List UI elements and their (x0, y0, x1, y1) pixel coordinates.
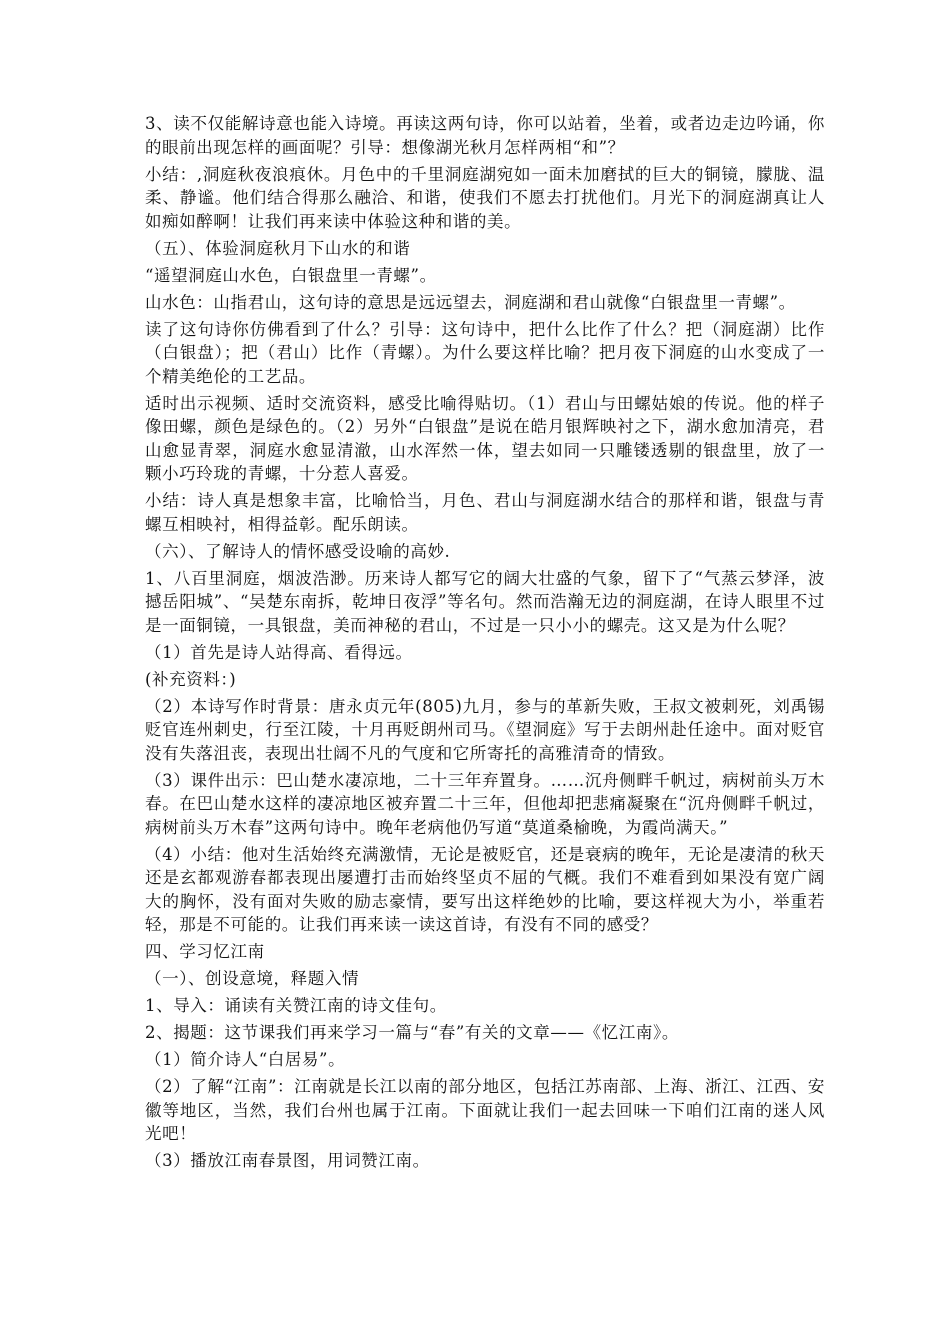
document-page (145, 112, 825, 1176)
section-heading-five: （五）、体验洞庭秋月下山水的和谐 (145, 238, 411, 258)
section-heading-four: 四、学习忆江南 (145, 942, 265, 961)
poem-line-quote: “遥望洞庭山水色，白银盘里一青螺”。 (145, 265, 437, 285)
paragraph-summary-imagination: 小结：诗人真是想象丰富，比喻恰当，月色、君山与洞庭湖水结合的那样和谐，银盘与青螺互相映衬，相得益彰。配乐朗读。 (145, 491, 825, 534)
paragraph-mountain-water: 山水色：山指君山，这句诗的意思是远远望去，洞庭湖和君山就像“白银盘里一青螺”。 (145, 292, 796, 312)
list-item-reveal-title: 2、揭题：这节课我们再来学习一篇与“春”有关的文章——《忆江南》。 (145, 1023, 679, 1042)
section-heading-six: （六）、了解诗人的情怀感受设喻的高妙. (145, 541, 451, 561)
paragraph-dongting-lake: 1、八百里洞庭，烟波浩渺。历来诗人都写它的阔大壮盛的气象，留下了“气蒸云梦泽，波撼岳阳城”、“吴楚东南拆，乾坤日夜浮”等名句。然而浩瀚无边的洞庭湖，在诗人眼里不过是一面铜镜，一具银盘，美而神秘的君山，不过是一只小小的螺壳。这又是为什么呢？ (145, 568, 825, 635)
list-item-summary-passion: （4）小结：他对生活始终充满激情，无论是被贬官，还是衰病的晚年，无论是凄清的秋天还是玄都观游春都表现出屡遭打击而始终坚贞不屈的气概。我们不难看到如果没有宽广阔大的胸怀，没有面对失败的励志豪情，要写出这样绝妙的比喻，要这样视大为小，举重若轻，那是不可能的。让我们再来读一读这首诗，有没有不同的感受？ (145, 844, 825, 934)
paragraph-metaphor: 读了这句诗你仿佛看到了什么？引导：这句诗中，把什么比作了什么？把（洞庭湖）比作（白银盘）；把（君山）比作（青螺）。为什么要这样比喻？把月夜下洞庭的山水变成了一个精美绝伦的工艺品。 (145, 319, 825, 386)
supplementary-note: (补充资料：) (145, 669, 237, 689)
list-item-poet-intro: （1）简介诗人“白居易”。 (145, 1050, 346, 1069)
list-item-spring-scene: （3）播放江南春景图，用词赞江南。 (145, 1151, 430, 1170)
list-item-stand-high: （1）首先是诗人站得高、看得远。 (145, 642, 413, 662)
subsection-heading-one: （一）、创设意境，释题入情 (145, 969, 360, 988)
paragraph-video-material: 适时出示视频、适时交流资料，感受比喻得贴切。（1）君山与田螺姑娘的传说。他的样子像田螺，颜色是绿色的。（2）另外“白银盘”是说在皓月银辉映衬之下，湖水愈加清亮，君山愈显青翠，洞庭水愈显清澈，山水浑然一体，望去如同一只雕镂透剔的银盘里，放了一颗小巧玲珑的青螺，十分惹人喜爱。 (145, 393, 825, 483)
list-item-jiangnan: （2）了解“江南”：江南就是长江以南的部分地区，包括江苏南部、上海、浙江、江西、安徽等地区，当然，我们台州也属于江南。下面就让我们一起去回味一下咱们江南的迷人风光吧！ (145, 1077, 825, 1143)
paragraph-summary-night: 小结：,洞庭秋夜浪痕休。月色中的千里洞庭湖宛如一面未加磨拭的巨大的铜镜，朦胧、温柔、静谧。他们结合得那么融洽、和谐，使我们不愿去打扰他们。月光下的洞庭湖真让人如痴如醉啊！让我们再来读中体验这种和谐的美。 (145, 164, 825, 231)
list-item-courseware: （3）课件出示：巴山楚水凄凉地，二十三年弃置身。……沉舟侧畔千帆过，病树前头万木春。在巴山楚水这样的凄凉地区被弃置二十三年，但他却把悲痛凝聚在“沉舟侧畔千帆过，病树前头万木春”这两句诗中。晚年老病他仍写道“莫道桑榆晚，为霞尚满天。” (145, 770, 825, 837)
paragraph-read-poem: 3、读不仅能解诗意也能入诗境。再读这两句诗，你可以站着，坐着，或者边走边吟诵，你的眼前出现怎样的画面呢？引导：想像湖光秋月怎样两相“和”？ (145, 114, 825, 157)
list-item-background: （2）本诗写作时背景：唐永贞元年(805)九月，参与的革新失败，王叔文被刺死，刘禹锡贬官连州刺史，行至江陵，十月再贬朗州司马。《望洞庭》写于去朗州赴任途中。面对贬官没有失落沮丧，表现出壮阔不凡的气度和它所寄托的高雅清奇的情致。 (145, 696, 825, 763)
list-item-intro: 1、导入：诵读有关赞江南的诗文佳句。 (145, 996, 447, 1015)
